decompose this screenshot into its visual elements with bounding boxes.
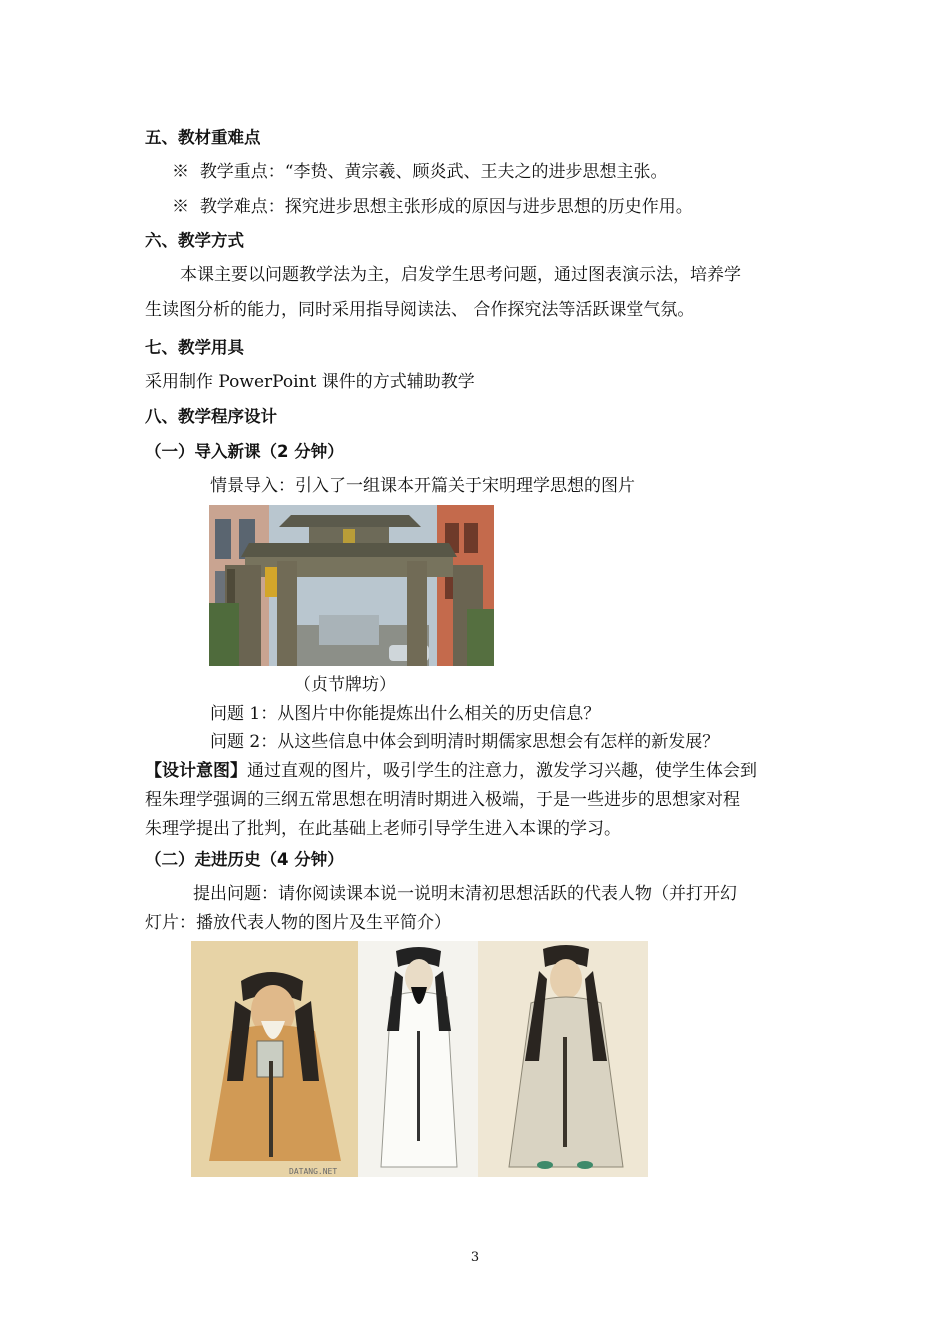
question-1: 问题 1：从图片中你能提炼出什么相关的历史信息？ (210, 704, 601, 724)
section-5-heading: 五、教材重难点 (145, 128, 261, 147)
section-7-heading: 七、教学用具 (145, 338, 244, 357)
paragraph-line: 程朱理学强调的三纲五常思想在明清时期进入极端，于是一些进步的思想家对程 (145, 790, 740, 810)
thinkers-portraits (191, 941, 648, 1177)
teaching-key-point (172, 162, 668, 182)
part-2-heading: （二）走进历史（4 分钟） (145, 850, 344, 869)
section-6-heading: 六、教学方式 (145, 231, 244, 250)
teaching-difficulty (172, 197, 693, 217)
memorial-archway-photo (209, 505, 494, 666)
paragraph-line: 采用制作 PowerPoint 课件的方式辅助教学 (145, 372, 475, 392)
paragraph-line: 生读图分析的能力，同时采用指导阅读法、 合作探究法等活跃课堂气氛。 (145, 300, 695, 320)
paragraph-line: 灯片：播放代表人物的图片及生平简介） (145, 913, 451, 933)
paragraph-line: 本课主要以问题教学法为主，启发学生思考问题，通过图表演示法，培养学 (180, 265, 741, 285)
teaching-difficulty-text: 教学难点：探究进步思想主张形成的原因与进步思想的历史作用。 (199, 197, 693, 217)
design-intent-text: 通过直观的图片，吸引学生的注意力，激发学习兴趣，使学生体会到 (247, 761, 757, 781)
design-intent (145, 761, 757, 781)
section-8-heading: 八、教学程序设计 (145, 407, 277, 426)
design-intent-label: 【设计意图】 (145, 761, 247, 781)
figure-caption: （贞节牌坊） (294, 675, 396, 695)
paragraph-line: 提出问题：请你阅读课本说一说明末清初思想活跃的代表人物（并打开幻 (193, 884, 737, 904)
part-1-heading: （一）导入新课（2 分钟） (145, 442, 344, 461)
reference-mark: ※ (172, 162, 189, 182)
question-2: 问题 2：从这些信息中体会到明清时期儒家思想会有怎样的新发展？ (210, 732, 720, 752)
image-watermark: DATANG.NET (289, 1167, 338, 1176)
teaching-key-text: 教学重点：“李贽、黄宗羲、顾炎武、王夫之的进步思想主张。 (199, 162, 668, 182)
page-number: 3 (470, 1250, 480, 1265)
paragraph-line: 朱理学提出了批判，在此基础上老师引导学生进入本课的学习。 (145, 819, 621, 839)
reference-mark: ※ (172, 197, 189, 217)
intro-text: 情景导入：引入了一组课本开篇关于宋明理学思想的图片 (210, 476, 635, 496)
